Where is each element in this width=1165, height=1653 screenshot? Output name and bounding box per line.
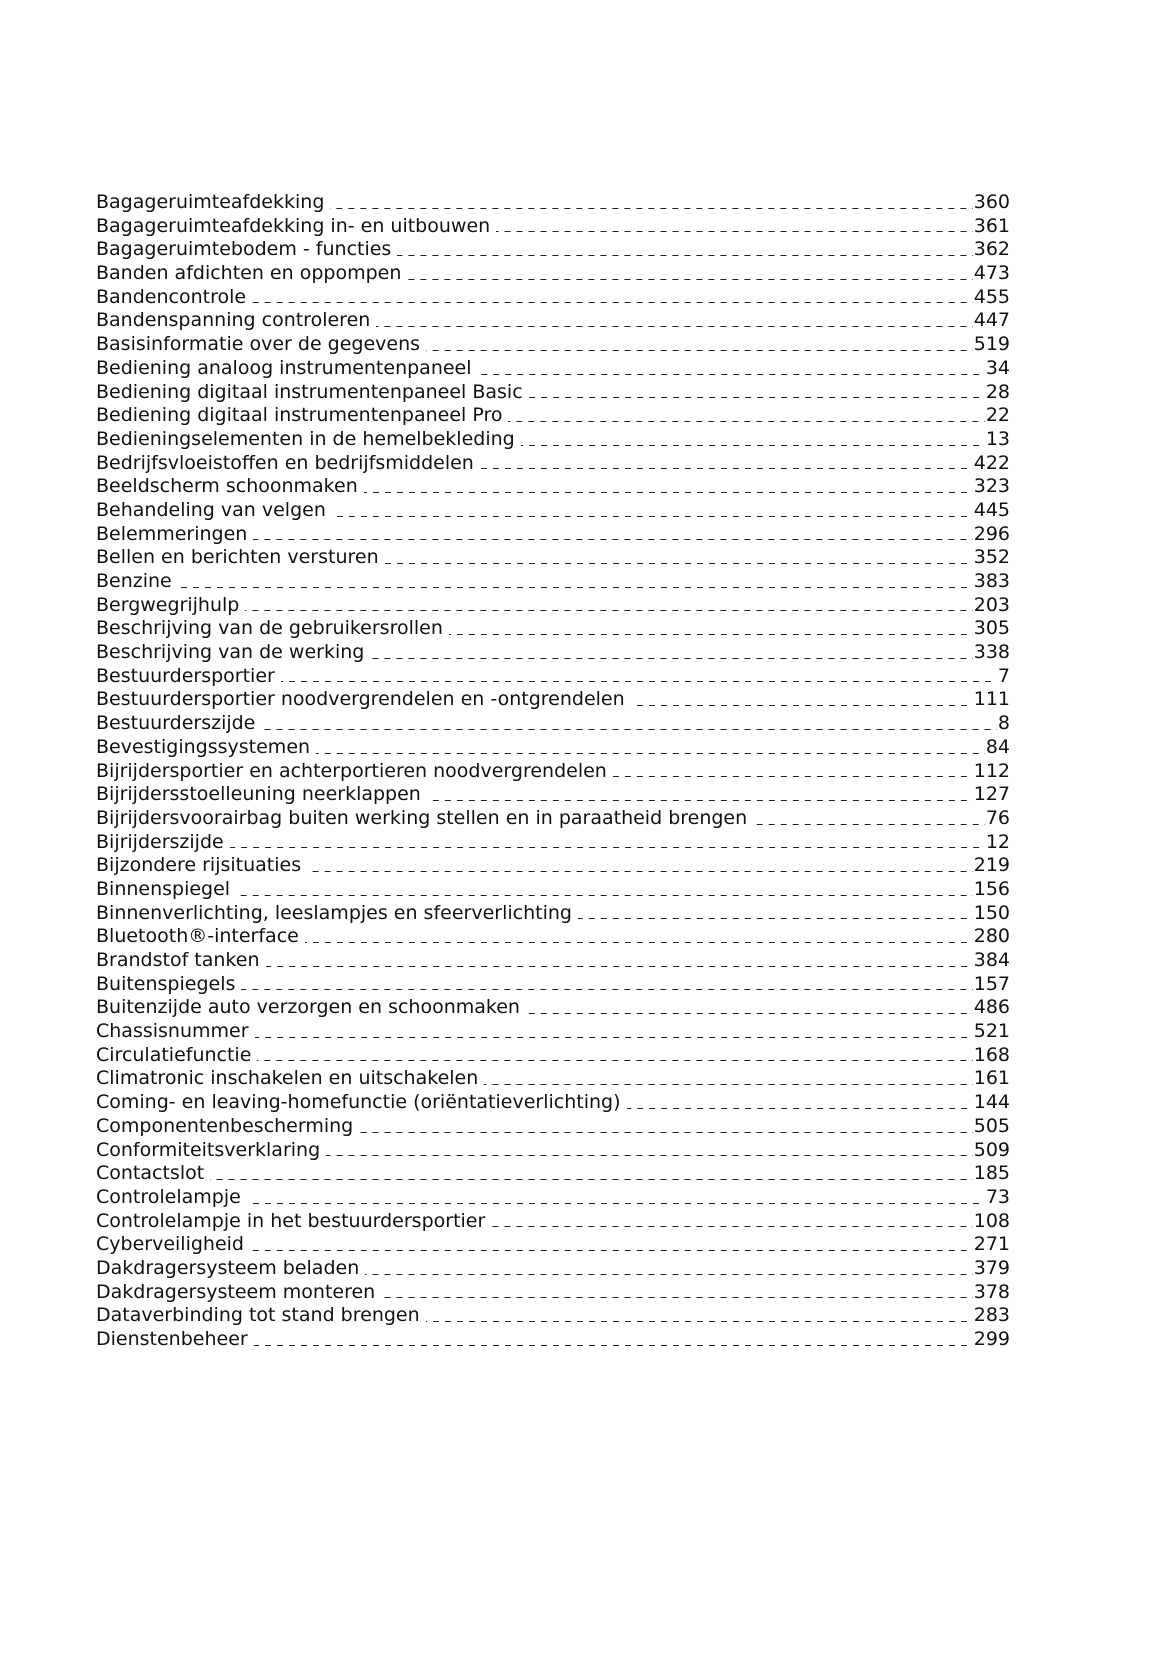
index-term: Buitenzijde auto verzorgen en schoonmaken bbox=[96, 996, 520, 1019]
index-entry[interactable] bbox=[96, 641, 1010, 665]
page-number: 422 bbox=[973, 451, 1010, 474]
index-entry[interactable] bbox=[96, 499, 1010, 523]
index-entry[interactable] bbox=[96, 238, 1010, 262]
dot-leader bbox=[397, 255, 972, 256]
dot-leader bbox=[529, 397, 985, 398]
index-term: Coming- en leaving-homefunctie (oriëntatieverlichting) bbox=[96, 1091, 621, 1114]
index-term: Bestuurdersportier bbox=[96, 664, 275, 687]
page-number: 455 bbox=[973, 285, 1010, 308]
dot-leader bbox=[753, 824, 985, 825]
dot-leader bbox=[241, 989, 972, 990]
page-number: 13 bbox=[985, 427, 1010, 450]
page-number: 156 bbox=[973, 877, 1010, 900]
dot-leader bbox=[370, 658, 972, 659]
index-entry[interactable] bbox=[96, 783, 1010, 807]
page-number: 521 bbox=[973, 1020, 1010, 1043]
page-number: 473 bbox=[973, 262, 1010, 285]
index-entry[interactable] bbox=[96, 878, 1010, 902]
dot-leader bbox=[364, 492, 973, 493]
index-entry[interactable] bbox=[96, 475, 1010, 499]
index-entry[interactable] bbox=[96, 404, 1010, 428]
index-term: Bediening analoog instrumentenpaneel bbox=[96, 356, 472, 379]
index-entry[interactable] bbox=[96, 831, 1010, 855]
index-term: Bijrijdersportier en achterportieren noodvergrendelen bbox=[96, 759, 607, 782]
page-number: 447 bbox=[973, 309, 1010, 332]
page-number: 22 bbox=[985, 404, 1010, 427]
page-number: 8 bbox=[997, 712, 1010, 735]
index-term: Bagageruimteafdekking in- en uitbouwen bbox=[96, 214, 491, 237]
dot-leader bbox=[376, 326, 972, 327]
page-number: 111 bbox=[973, 688, 1010, 711]
index-entry[interactable] bbox=[96, 1067, 1010, 1091]
page-number: 379 bbox=[973, 1256, 1010, 1279]
dot-leader bbox=[255, 1037, 973, 1038]
dot-leader bbox=[381, 1297, 973, 1298]
index-entry[interactable] bbox=[96, 1115, 1010, 1139]
index-term: Benzine bbox=[96, 570, 172, 592]
page-number: 7 bbox=[997, 664, 1010, 687]
index-entry[interactable] bbox=[96, 712, 1010, 736]
index-entry[interactable] bbox=[96, 1044, 1010, 1068]
index-term: Dataverbinding tot stand brengen bbox=[96, 1304, 420, 1327]
page-number: 361 bbox=[973, 214, 1010, 237]
page-number: 305 bbox=[973, 617, 1010, 640]
dot-leader bbox=[491, 1226, 972, 1227]
index-term: Dakdragersysteem monteren bbox=[96, 1280, 376, 1303]
page-number: 203 bbox=[973, 593, 1010, 616]
index-term: Bagageruimteafdekking bbox=[96, 191, 325, 213]
index-entry[interactable] bbox=[96, 1020, 1010, 1044]
page-number: 383 bbox=[973, 570, 1010, 592]
dot-leader bbox=[478, 374, 985, 375]
index-entry[interactable] bbox=[96, 381, 1010, 405]
page-number: 283 bbox=[973, 1304, 1010, 1327]
index-term: Bedieningselementen in de hemelbekleding bbox=[96, 427, 515, 450]
page-number: 84 bbox=[985, 735, 1010, 758]
dot-leader bbox=[508, 421, 984, 422]
dot-leader bbox=[245, 610, 972, 611]
index-entry[interactable] bbox=[96, 546, 1010, 570]
index-term: Circulatiefunctie bbox=[96, 1043, 252, 1066]
index-entry[interactable] bbox=[96, 1233, 1010, 1257]
page-number: 280 bbox=[973, 925, 1010, 948]
index-entry[interactable] bbox=[96, 1162, 1010, 1186]
dot-leader bbox=[266, 966, 973, 967]
index-term: Binnenverlichting, leeslampjes en sfeerverlichting bbox=[96, 901, 572, 924]
index-entry[interactable] bbox=[96, 594, 1010, 618]
dot-leader bbox=[631, 705, 973, 706]
dot-leader bbox=[253, 539, 972, 540]
index-entry[interactable] bbox=[96, 570, 1010, 594]
index-term: Bellen en berichten versturen bbox=[96, 546, 379, 569]
index-entry[interactable] bbox=[96, 333, 1010, 357]
index-entry[interactable] bbox=[96, 925, 1010, 949]
page-number: 34 bbox=[985, 356, 1010, 379]
page-number: 384 bbox=[973, 949, 1010, 971]
dot-leader bbox=[230, 847, 985, 848]
index-term: Bevestigingssystemen bbox=[96, 735, 311, 758]
index-entry[interactable] bbox=[96, 523, 1010, 547]
dot-leader bbox=[359, 1132, 973, 1133]
page-number: 509 bbox=[973, 1138, 1010, 1161]
page-number: 445 bbox=[973, 498, 1010, 521]
dot-leader bbox=[210, 1179, 973, 1180]
index-entry[interactable] bbox=[96, 949, 1010, 973]
index-entry[interactable] bbox=[96, 736, 1010, 760]
page-number: 12 bbox=[985, 830, 1010, 853]
index-term: Dienstenbeheer bbox=[96, 1328, 248, 1350]
index-entry[interactable] bbox=[96, 309, 1010, 333]
dot-leader bbox=[261, 729, 997, 730]
dot-leader bbox=[521, 445, 985, 446]
page-number: 299 bbox=[973, 1328, 1010, 1350]
index-term: Conformiteitsverklaring bbox=[96, 1138, 321, 1161]
dot-leader bbox=[407, 279, 972, 280]
dot-leader bbox=[332, 516, 973, 517]
index-term: Banden afdichten en oppompen bbox=[96, 262, 402, 285]
dot-leader bbox=[480, 468, 973, 469]
index-entry[interactable] bbox=[96, 760, 1010, 784]
index-term: Behandeling van velgen bbox=[96, 498, 326, 521]
index-term: Bediening digitaal instrumentenpaneel Basic bbox=[96, 380, 523, 403]
index-term: Componentenbescherming bbox=[96, 1114, 354, 1137]
page-number: 219 bbox=[973, 854, 1010, 877]
dot-leader bbox=[247, 1203, 985, 1204]
dot-leader bbox=[281, 681, 997, 682]
index-entry[interactable] bbox=[96, 1186, 1010, 1210]
dot-leader bbox=[578, 918, 973, 919]
index-term: Brandstof tanken bbox=[96, 949, 260, 971]
index-term: Buitenspiegels bbox=[96, 972, 236, 995]
index-entry[interactable] bbox=[96, 617, 1010, 641]
dot-leader bbox=[250, 1250, 973, 1251]
page-number: 505 bbox=[973, 1114, 1010, 1137]
index-term: Bagageruimtebodem - functies bbox=[96, 238, 392, 261]
index-entry[interactable] bbox=[96, 286, 1010, 310]
index-entry[interactable] bbox=[96, 996, 1010, 1020]
index-entry[interactable] bbox=[96, 1304, 1010, 1328]
dot-leader bbox=[365, 1274, 972, 1275]
index-term: Beschrijving van de gebruikersrollen bbox=[96, 617, 443, 640]
index-term: Bijrijdersstoelleuning neerklappen bbox=[96, 783, 421, 806]
index-term: Binnenspiegel bbox=[96, 877, 231, 900]
page-number: 112 bbox=[973, 759, 1010, 782]
page-number: 362 bbox=[973, 238, 1010, 261]
page-number: 338 bbox=[973, 641, 1010, 664]
index-term: Beschrijving van de werking bbox=[96, 641, 365, 664]
index-entry[interactable] bbox=[96, 1257, 1010, 1281]
index-entry[interactable] bbox=[96, 262, 1010, 286]
index-term: Belemmeringen bbox=[96, 522, 248, 545]
dot-leader bbox=[254, 1345, 973, 1346]
dot-leader bbox=[627, 1108, 973, 1109]
page-number: 296 bbox=[973, 522, 1010, 545]
dot-leader bbox=[385, 563, 973, 564]
index-term: Dakdragersysteem beladen bbox=[96, 1256, 360, 1279]
index-term: Cyberveiligheid bbox=[96, 1233, 244, 1256]
dot-leader bbox=[426, 350, 973, 351]
index-entry[interactable] bbox=[96, 688, 1010, 712]
page-number: 168 bbox=[973, 1043, 1010, 1066]
index-entry[interactable] bbox=[96, 1139, 1010, 1163]
index-term: Bijzondere rijsituaties bbox=[96, 854, 302, 877]
page-number: 271 bbox=[973, 1233, 1010, 1256]
dot-leader bbox=[427, 800, 973, 801]
index-term: Chassisnummer bbox=[96, 1020, 249, 1043]
page-number: 360 bbox=[973, 191, 1010, 213]
index-entry[interactable] bbox=[96, 665, 1010, 689]
dot-leader bbox=[316, 753, 985, 754]
index-term: Bediening digitaal instrumentenpaneel Pro bbox=[96, 404, 503, 427]
index-term: Basisinformatie over de gegevens bbox=[96, 333, 421, 356]
dot-leader bbox=[496, 231, 973, 232]
page-number: 108 bbox=[973, 1209, 1010, 1232]
page-number: 323 bbox=[973, 475, 1010, 498]
index-entry[interactable] bbox=[96, 1091, 1010, 1115]
index-term: Bandencontrole bbox=[96, 285, 247, 308]
dot-leader bbox=[252, 302, 973, 303]
dot-leader bbox=[236, 895, 973, 896]
index-term: Climatronic inschakelen en uitschakelen bbox=[96, 1067, 479, 1090]
index-term: Bestuurdersportier noodvergrendelen en -ontgrendelen bbox=[96, 688, 625, 711]
page-number: 28 bbox=[985, 380, 1010, 403]
page-number: 144 bbox=[973, 1091, 1010, 1114]
dot-leader bbox=[178, 587, 973, 588]
index-term: Bedrijfsvloeistoffen en bedrijfsmiddelen bbox=[96, 451, 474, 474]
index-term: Bijrijdersvoorairbag buiten werking stellen en in paraatheid brengen bbox=[96, 806, 748, 829]
index-entry[interactable] bbox=[96, 428, 1010, 452]
page-number: 161 bbox=[973, 1067, 1010, 1090]
page-number: 378 bbox=[973, 1280, 1010, 1303]
dot-leader bbox=[305, 942, 973, 943]
page-number: 519 bbox=[973, 333, 1010, 356]
dot-leader bbox=[449, 634, 973, 635]
dot-leader bbox=[526, 1013, 973, 1014]
index-term: Bergwegrijhulp bbox=[96, 593, 240, 616]
page-number: 185 bbox=[973, 1162, 1010, 1185]
page-number: 486 bbox=[973, 996, 1010, 1019]
dot-leader bbox=[613, 776, 973, 777]
index-term: Beeldscherm schoonmaken bbox=[96, 475, 358, 498]
page-number: 127 bbox=[973, 783, 1010, 806]
dot-leader bbox=[257, 1060, 972, 1061]
dot-leader bbox=[330, 208, 972, 209]
index-entry[interactable] bbox=[96, 452, 1010, 476]
index-entry[interactable] bbox=[96, 1281, 1010, 1305]
dot-leader bbox=[326, 1155, 973, 1156]
index-entry[interactable] bbox=[96, 854, 1010, 878]
page-number: 157 bbox=[973, 972, 1010, 995]
index-entry[interactable] bbox=[96, 191, 1010, 215]
page-number: 352 bbox=[973, 546, 1010, 569]
page-number: 150 bbox=[973, 901, 1010, 924]
index-entry[interactable] bbox=[96, 1328, 1010, 1352]
index-term: Bijrijderszijde bbox=[96, 830, 224, 853]
dot-leader bbox=[484, 1084, 972, 1085]
index-list bbox=[96, 191, 1010, 1352]
dot-leader bbox=[426, 1321, 973, 1322]
page-number: 73 bbox=[985, 1185, 1010, 1208]
index-entry[interactable] bbox=[96, 902, 1010, 926]
index-term: Controlelampje bbox=[96, 1185, 241, 1208]
index-entry[interactable] bbox=[96, 1210, 1010, 1234]
index-term: Controlelampje in het bestuurdersportier bbox=[96, 1209, 486, 1232]
index-term: Bandenspanning controleren bbox=[96, 309, 371, 332]
index-entry[interactable] bbox=[96, 357, 1010, 381]
index-entry[interactable] bbox=[96, 807, 1010, 831]
index-entry[interactable] bbox=[96, 973, 1010, 997]
index-term: Bestuurderszijde bbox=[96, 712, 256, 735]
index-entry[interactable] bbox=[96, 215, 1010, 239]
dot-leader bbox=[307, 871, 973, 872]
index-term: Contactslot bbox=[96, 1162, 205, 1185]
page-number: 76 bbox=[985, 806, 1010, 829]
index-term: Bluetooth®-interface bbox=[96, 925, 299, 948]
